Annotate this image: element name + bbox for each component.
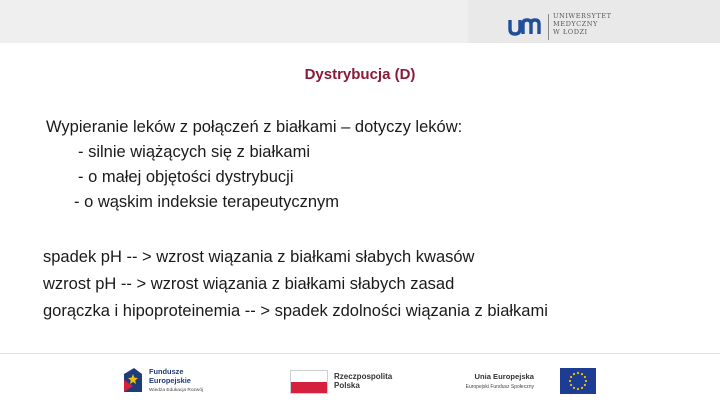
effect-line: gorączka i hipoproteinemia -- > spadek zdolności wiązania z białkami — [43, 302, 548, 320]
university-name-line: UNIWERSYTET — [553, 12, 612, 20]
um-logo-icon — [508, 16, 542, 36]
bullet-item: - silnie wiążących się z białkami — [78, 143, 310, 161]
fundusze-europejskie-icon — [122, 366, 144, 392]
effect-line: spadek pH -- > wzrost wiązania z białkami słabych kwasów — [43, 248, 475, 266]
fundusze-subtitle: Wiedza Edukacja Rozwój — [149, 388, 204, 393]
flag-white-stripe — [291, 371, 327, 382]
bullet-item: - o wąskim indeksie terapeutycznym — [74, 193, 340, 211]
fundusze-line: Fundusze — [149, 367, 184, 376]
flag-red-stripe — [291, 382, 327, 393]
rzeczpospolita-logo — [290, 370, 410, 398]
fundusze-line: Europejskie — [149, 375, 191, 385]
footer-divider — [0, 353, 720, 354]
effect-line: wzrost pH -- > wzrost wiązania z białkami słabych zasad — [43, 275, 455, 293]
university-name-line: MEDYCZNY — [553, 20, 598, 28]
intro-text: Wypieranie leków z połączeń z białkami – dotyczy leków: — [46, 118, 463, 136]
eu-title: Unia Europejska — [474, 372, 534, 381]
fundusze-europejskie-logo — [122, 364, 232, 398]
eu-subtitle: Europejski Fundusz Społeczny — [465, 384, 534, 390]
rzeczpospolita-line: Polska — [334, 381, 360, 390]
unia-europejska-logo — [465, 368, 596, 398]
university-logo — [508, 12, 638, 44]
eu-flag-icon — [560, 368, 596, 394]
rzeczpospolita-title — [334, 372, 392, 390]
rzeczpospolita-line: Rzeczpospolita — [334, 372, 393, 381]
bullet-item: - o małej objętości dystrybucji — [78, 168, 294, 186]
university-name — [553, 12, 611, 36]
university-name-line: W ŁODZI — [553, 28, 588, 36]
fundusze-title — [149, 368, 191, 385]
logo-separator — [548, 14, 549, 40]
slide-title: Dystrybucja (D) — [304, 66, 416, 83]
polish-flag-icon — [290, 370, 328, 394]
